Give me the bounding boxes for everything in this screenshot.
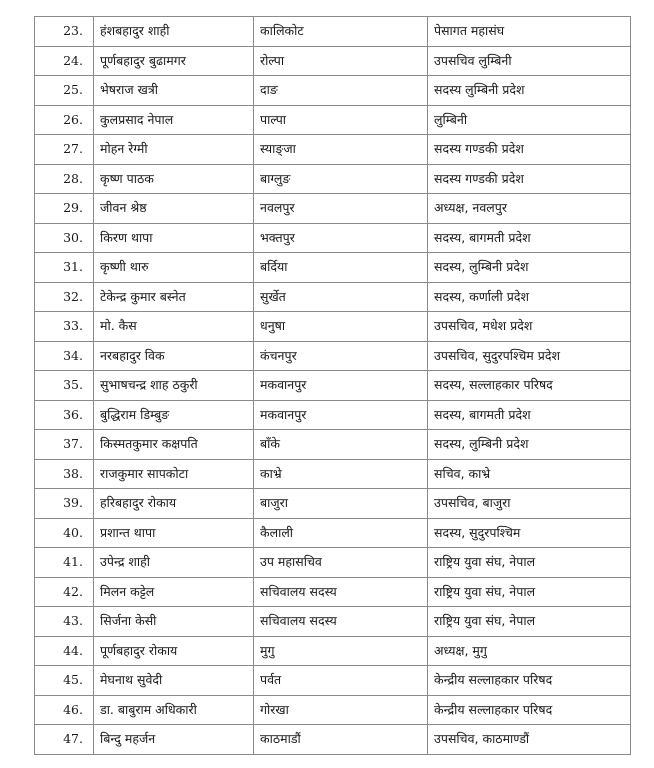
member-position: सदस्य लुम्बिनी प्रदेश [428,76,631,106]
member-table-body [35,17,631,755]
member-position: उपसचिव, मधेश प्रदेश [428,312,631,342]
serial-number: 42. [35,577,94,607]
member-position: सदस्य, सुदुरपश्चिम [428,518,631,548]
member-position: केन्द्रीय सल्लाहकार परिषद [428,666,631,696]
member-name: हरिबहादुर रोकाय [94,489,254,519]
member-location: गोरखा [254,695,428,725]
table-row [35,666,631,696]
serial-number: 35. [35,371,94,401]
member-position: अध्यक्ष, नवलपुर [428,194,631,224]
member-location: काभ्रे [254,459,428,489]
member-name: मिलन कट्टेल [94,577,254,607]
serial-number: 43. [35,607,94,637]
member-name: बिन्दु महर्जन [94,725,254,755]
member-position: राष्ट्रिय युवा संघ, नेपाल [428,577,631,607]
serial-number: 40. [35,518,94,548]
member-location: पाल्पा [254,105,428,135]
table-row [35,518,631,548]
table-row [35,194,631,224]
table-row [35,489,631,519]
member-name: टेकेन्द्र कुमार बस्नेत [94,282,254,312]
member-location: नवलपुर [254,194,428,224]
member-name: मोहन रेग्मी [94,135,254,165]
serial-number: 45. [35,666,94,696]
member-location: दाङ [254,76,428,106]
table-row [35,371,631,401]
member-name: डा. बाबुराम अधिकारी [94,695,254,725]
table-row [35,400,631,430]
table-row [35,695,631,725]
serial-number: 30. [35,223,94,253]
table-row [35,253,631,283]
member-name: किरण थापा [94,223,254,253]
member-name: मेघनाथ सुवेदी [94,666,254,696]
member-location: कंचनपुर [254,341,428,371]
member-name: हंशबहादुर शाही [94,17,254,47]
serial-number: 34. [35,341,94,371]
member-location: उप महासचिव [254,548,428,578]
member-position: उपसचिव, सुदुरपश्चिम प्रदेश [428,341,631,371]
member-location: बाँके [254,430,428,460]
table-row [35,17,631,47]
serial-number: 33. [35,312,94,342]
serial-number: 38. [35,459,94,489]
member-location: बाजुरा [254,489,428,519]
serial-number: 37. [35,430,94,460]
serial-number: 25. [35,76,94,106]
member-name: सिर्जना केसी [94,607,254,637]
table-row [35,105,631,135]
member-name: नरबहादुर विक [94,341,254,371]
serial-number: 26. [35,105,94,135]
member-position: राष्ट्रिय युवा संघ, नेपाल [428,607,631,637]
member-name: सुभाषचन्द्र शाह ठकुरी [94,371,254,401]
member-location: बाग्लुङ [254,164,428,194]
member-position: केन्द्रीय सल्लाहकार परिषद [428,695,631,725]
member-position: सदस्य गण्डकी प्रदेश [428,164,631,194]
member-name: जीवन श्रेष्ठ [94,194,254,224]
table-row [35,223,631,253]
member-name: पूर्णबहादुर रोकाय [94,636,254,666]
member-name: मो. कैस [94,312,254,342]
member-position: उपसचिव, बाजुरा [428,489,631,519]
member-name: बुद्धिराम डिम्बुङ [94,400,254,430]
serial-number: 29. [35,194,94,224]
member-location: धनुषा [254,312,428,342]
serial-number: 28. [35,164,94,194]
table-row [35,76,631,106]
member-location: मकवानपुर [254,400,428,430]
table-row [35,725,631,755]
member-location: कालिकोट [254,17,428,47]
member-location: सचिवालय सदस्य [254,577,428,607]
member-name: प्रशान्त थापा [94,518,254,548]
member-location: सुर्खेत [254,282,428,312]
serial-number: 36. [35,400,94,430]
table-row [35,164,631,194]
member-position: सदस्य, सल्लाहकार परिषद [428,371,631,401]
serial-number: 23. [35,17,94,47]
member-position: राष्ट्रिय युवा संघ, नेपाल [428,548,631,578]
serial-number: 24. [35,46,94,76]
member-location: बर्दिया [254,253,428,283]
member-location: पर्वत [254,666,428,696]
table-row [35,46,631,76]
member-name: कुलप्रसाद नेपाल [94,105,254,135]
serial-number: 32. [35,282,94,312]
serial-number: 41. [35,548,94,578]
member-location: कैलाली [254,518,428,548]
serial-number: 46. [35,695,94,725]
member-name: पूर्णबहादुर बुढामगर [94,46,254,76]
table-row [35,459,631,489]
serial-number: 44. [35,636,94,666]
member-location: भक्तपुर [254,223,428,253]
member-name: राजकुमार सापकोटा [94,459,254,489]
member-name: कृष्णी थारु [94,253,254,283]
member-position: उपसचिव लुम्बिनी [428,46,631,76]
table-row [35,430,631,460]
member-position: लुम्बिनी [428,105,631,135]
member-location: मकवानपुर [254,371,428,401]
serial-number: 31. [35,253,94,283]
member-name: किस्मतकुमार कक्षपति [94,430,254,460]
member-position: सदस्य, कर्णाली प्रदेश [428,282,631,312]
member-position: सदस्य गण्डकी प्रदेश [428,135,631,165]
member-name: भेषराज खत्री [94,76,254,106]
member-position: उपसचिव, काठमाण्डौं [428,725,631,755]
member-position: सदस्य, लुम्बिनी प्रदेश [428,253,631,283]
table-row [35,312,631,342]
member-table [34,16,631,755]
table-row [35,636,631,666]
member-location: काठमाडौं [254,725,428,755]
member-position: सचिव, काभ्रे [428,459,631,489]
table-row [35,135,631,165]
member-location: रोल्पा [254,46,428,76]
serial-number: 47. [35,725,94,755]
member-position: सदस्य, बागमती प्रदेश [428,223,631,253]
table-row [35,607,631,637]
member-position: सदस्य, बागमती प्रदेश [428,400,631,430]
member-location: सचिवालय सदस्य [254,607,428,637]
member-position: पेसागत महासंघ [428,17,631,47]
member-position: अध्यक्ष, मुगु [428,636,631,666]
table-row [35,577,631,607]
member-position: सदस्य, लुम्बिनी प्रदेश [428,430,631,460]
member-location: स्याङ्जा [254,135,428,165]
member-name: कृष्ण पाठक [94,164,254,194]
member-location: मुगु [254,636,428,666]
table-row [35,341,631,371]
member-name: उपेन्द्र शाही [94,548,254,578]
serial-number: 39. [35,489,94,519]
table-row [35,548,631,578]
serial-number: 27. [35,135,94,165]
table-row [35,282,631,312]
